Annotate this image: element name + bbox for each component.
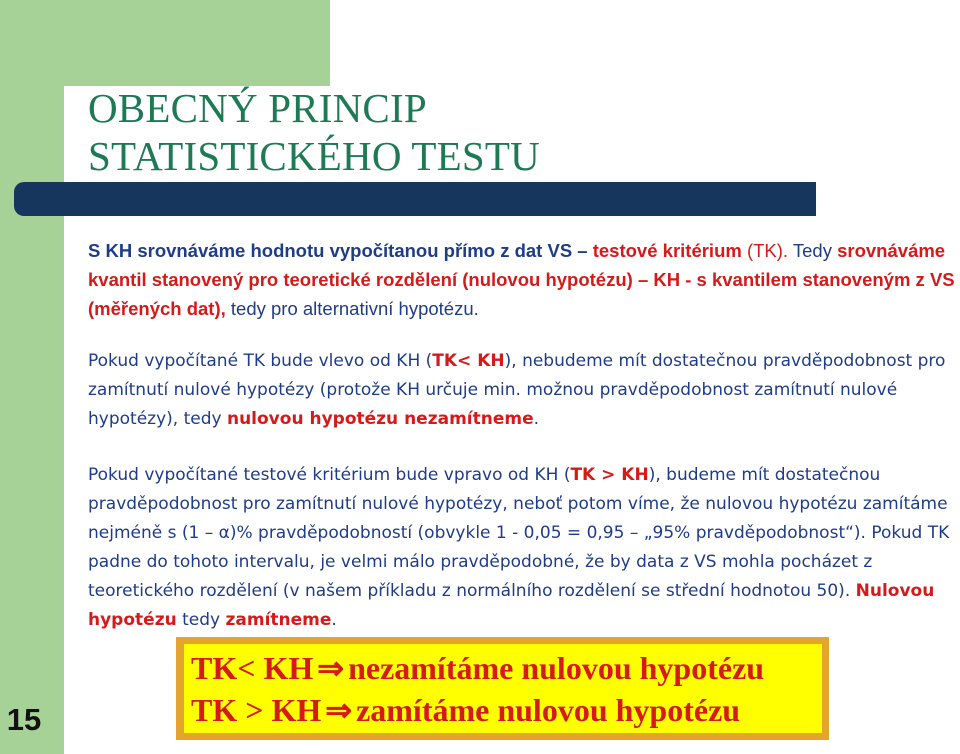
intro-paragraph [88, 236, 958, 323]
para1-text-1: Pokud vypočítané TK bude vlevo od KH ( [88, 351, 433, 371]
paragraph-left-case [88, 347, 960, 434]
summary-conclusion-not-reject: nezamítáme nulovou hypotézu [348, 650, 765, 686]
summary-condition-less: TK< KH [191, 650, 314, 686]
para2-highlight-zamitneme: zamítneme [225, 610, 332, 630]
summary-condition-greater: TK > KH [191, 692, 322, 728]
para2-highlight-nulovou: Nulovou hypotézu [88, 581, 935, 630]
intro-text-tedy: Tedy [788, 240, 832, 261]
paragraph-right-case [88, 461, 960, 635]
para2-highlight-condition: TK > KH [570, 465, 649, 485]
intro-highlight-srovnavame: srovnáváme kvantil stanovený pro teoretické rozdělení (nulovou hypotézu) – KH - s kvantilem stanoveným z VS (měřených dat), [88, 240, 955, 319]
para1-highlight-conclusion: nulovou hypotézu nezamítneme [226, 409, 534, 429]
top-accent-block [0, 0, 330, 86]
left-accent-strip [0, 0, 64, 754]
para2-text-3: tedy [176, 610, 226, 630]
para1-text-3: . [533, 409, 540, 429]
implies-arrow-icon: ⇒ [317, 650, 345, 686]
implies-arrow-icon: ⇒ [325, 692, 353, 728]
title-underline-bar [14, 182, 816, 216]
summary-line-reject [191, 690, 740, 730]
para1-text-2: ), nebudeme mít dostatečnou pravděpodobnost pro zamítnutí nulové hypotézy (protože KH určuje min. možnou pravděpodobnost zamítnutí nulové hypotézy), tedy [88, 351, 946, 429]
intro-highlight-testove-kriterium: testové kritérium [587, 240, 742, 261]
summary-conclusion-reject: zamítáme nulovou hypotézu [356, 692, 741, 728]
intro-text-end: tedy pro alternativní hypotézu. [225, 298, 479, 319]
para1-highlight-condition: TK< KH [432, 351, 505, 371]
para2-text-2: ), budeme mít dostatečnou pravděpodobnost pro zamítnutí nulové hypotézy, neboť potom víme, že nulovou hypotézu zamítáme nejméně s (1 – α)% pravděpodobností (obvykle 1 - 0,05 = 0,95 – „95% pravděpodobnost“). Pokud TK padne do tohoto intervalu, je velmi málo pravděpodobné, že by data z VS mohla pocházet z teoretického rozdělení (v našem příkladu z normálního rozdělení se střední hodnotou 50). [88, 465, 950, 601]
slide-title-line1: OBECNÝ PRINCIP [88, 85, 427, 131]
intro-text-1: S KH srovnáváme hodnotu vypočítanou přímo z dat VS – [88, 240, 588, 261]
slide-title [88, 84, 540, 180]
para2-text-1: Pokud vypočítané testové kritérium bude vpravo od KH ( [88, 465, 571, 485]
slide-title-line2: STATISTICKÉHO TESTU [88, 133, 540, 179]
para2-text-4: . [331, 610, 337, 630]
summary-line-not-reject [191, 648, 764, 688]
slide-number: 15 [6, 702, 42, 737]
intro-highlight-tk: (TK). [741, 240, 789, 261]
